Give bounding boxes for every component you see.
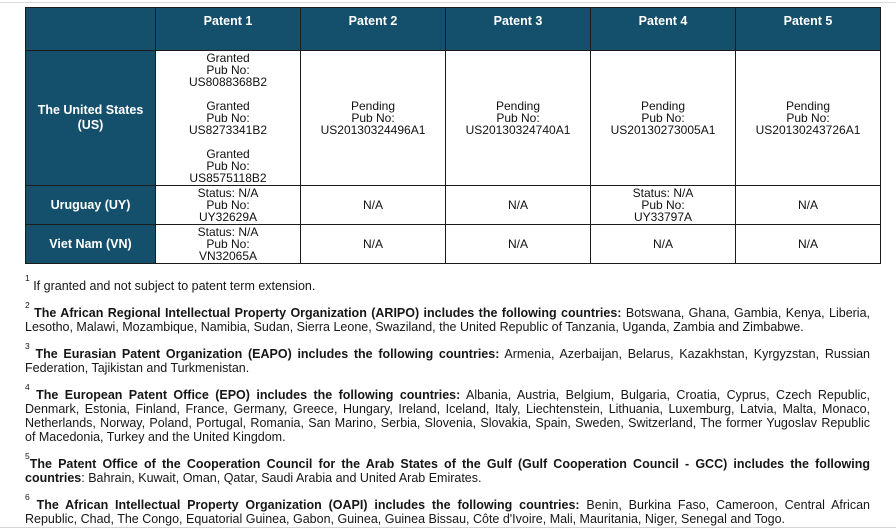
status-line: Status: N/A bbox=[632, 186, 694, 200]
status-line: VN32065A bbox=[198, 249, 258, 263]
status-line: N/A bbox=[652, 237, 673, 251]
footnote-marker: 4 bbox=[25, 381, 30, 392]
status-line: US8575118B2 bbox=[189, 171, 267, 185]
country-label-line: (US) bbox=[77, 118, 104, 132]
country-cell bbox=[26, 51, 156, 186]
footnote-2 bbox=[25, 299, 871, 334]
status-line: Pub No: bbox=[786, 111, 830, 125]
status-block bbox=[593, 238, 733, 250]
column-header-patent-5: Patent 5 bbox=[736, 8, 881, 51]
table-row bbox=[26, 225, 881, 264]
status-block bbox=[738, 100, 878, 136]
footnote-marker: 5 bbox=[25, 450, 30, 461]
status-line: Granted bbox=[206, 99, 250, 113]
status-block bbox=[158, 187, 298, 223]
column-header-patent-2: Patent 2 bbox=[301, 8, 446, 51]
footnote-bold-text: The African Regional Intellectual Property Organization (ARIPO) includes the following countries: bbox=[29, 306, 622, 320]
status-block bbox=[303, 238, 443, 250]
patent-status-cell bbox=[446, 51, 591, 186]
status-line: N/A bbox=[362, 198, 383, 212]
footnote-marker: 3 bbox=[25, 340, 30, 351]
status-line: US20130243726A1 bbox=[755, 123, 861, 137]
patent-status-cell bbox=[301, 186, 446, 225]
status-line: N/A bbox=[507, 198, 528, 212]
status-line: N/A bbox=[507, 237, 528, 251]
footnote-text: : Bahrain, Kuwait, Oman, Qatar, Saudi Arabia and United Arab Emirates. bbox=[81, 471, 482, 485]
country-label-line: Viet Nam (VN) bbox=[49, 236, 132, 251]
status-line: Pub No: bbox=[496, 111, 540, 125]
column-header-patent-3: Patent 3 bbox=[446, 8, 591, 51]
status-block bbox=[303, 199, 443, 211]
status-block bbox=[158, 148, 298, 184]
status-line: US8273341B2 bbox=[188, 123, 268, 137]
footnote-bold-text: The Patent Office of the Cooperation Council for the Arab States of the Gulf (Gulf Cooperation Council - GCC) includes the following countries bbox=[25, 457, 870, 485]
status-line: Status: N/A bbox=[197, 186, 259, 200]
status-line: Pub No: bbox=[206, 159, 250, 173]
footnote-1 bbox=[25, 272, 870, 293]
status-line: Pub No: bbox=[206, 237, 250, 251]
patent-status-cell bbox=[736, 186, 881, 225]
footnote-bold-text: The African Intellectual Property Organization (OAPI) includes the following countries: bbox=[29, 498, 580, 512]
status-line: N/A bbox=[362, 237, 383, 251]
status-block bbox=[158, 226, 298, 262]
footnote-text: Albania, Austria, Belgium, Bulgaria, Croatia, Cyprus, Czech Republic, Denmark, Estonia, Finland, France, Germany, Greece, Hungary, Ireland, Iceland, Italy, Liechtenstein, Lithuania, Luxemburg, Latvia, Malta, Monaco, Netherlands, Norway, Poland, Portugal, Romania, San Marino, Serbia, Slovenia, Slovakia, Spain, Sweden, Switzerland, The former Yugoslav Republic of Macedonia, Turkey and the United Kingdom. bbox=[25, 388, 870, 444]
status-block bbox=[158, 100, 298, 136]
footnote-marker: 2 bbox=[25, 299, 30, 310]
status-block bbox=[738, 238, 878, 250]
footnote-text: Botswana, Ghana, Gambia, Kenya, Liberia, Lesotho, Malawi, Mozambique, Namibia, Sudan, Sierra Leone, Swaziland, the United Republic of Tanzania, Uganda, Zambia and Zimbabwe. bbox=[25, 306, 871, 334]
status-block bbox=[448, 100, 588, 136]
patent-status-cell bbox=[301, 225, 446, 264]
footnote-text: If granted and not subject to patent term extension. bbox=[29, 279, 316, 293]
country-label-line: The United States bbox=[37, 103, 144, 117]
status-line: Pending bbox=[495, 99, 541, 113]
footnotes bbox=[25, 272, 871, 526]
table-row bbox=[26, 186, 881, 225]
footnote-bold-text: The Eurasian Patent Organization (EAPO) includes the following countries: bbox=[29, 347, 500, 361]
footnote-3 bbox=[25, 340, 870, 375]
status-block bbox=[593, 187, 733, 223]
status-line: US20130273005A1 bbox=[610, 123, 716, 137]
status-block bbox=[303, 100, 443, 136]
table-row bbox=[26, 51, 881, 186]
country-label-line: Uruguay (UY) bbox=[50, 197, 131, 212]
patent-status-cell bbox=[156, 186, 301, 225]
status-line: UY33797A bbox=[633, 210, 693, 224]
patent-status-cell bbox=[446, 186, 591, 225]
page-bottom-divider bbox=[0, 527, 896, 528]
status-line: Granted bbox=[206, 51, 250, 65]
status-line: Pub No: bbox=[206, 198, 250, 212]
footnote-marker: 6 bbox=[25, 491, 30, 502]
status-line: N/A bbox=[797, 198, 818, 212]
status-line: UY32629A bbox=[198, 210, 258, 224]
patent-status-cell bbox=[156, 225, 301, 264]
patent-status-cell bbox=[591, 51, 736, 186]
column-header-patent-4: Patent 4 bbox=[591, 8, 736, 51]
status-line: Pub No: bbox=[351, 111, 395, 125]
footnote-text: Armenia, Azerbaijan, Belarus, Kazakhstan, Kyrgyzstan, Russian Federation, Tajikistan and Turkmenistan. bbox=[25, 347, 870, 375]
status-line: US20130324496A1 bbox=[320, 123, 426, 137]
status-line: Pub No: bbox=[641, 198, 685, 212]
footnote-marker: 1 bbox=[25, 272, 30, 283]
patent-status-cell bbox=[301, 51, 446, 186]
status-block bbox=[448, 199, 588, 211]
footnote-6 bbox=[25, 491, 870, 526]
table-body bbox=[26, 51, 881, 264]
footnote-5 bbox=[25, 450, 870, 485]
status-block bbox=[448, 238, 588, 250]
patent-status-cell bbox=[446, 225, 591, 264]
patent-status-cell bbox=[591, 186, 736, 225]
page-top-divider bbox=[0, 2, 896, 3]
patent-status-cell bbox=[591, 225, 736, 264]
footnote-bold-text: The European Patent Office (EPO) includes the following countries: bbox=[29, 388, 461, 402]
status-line: Pub No: bbox=[206, 111, 250, 125]
footnote-4 bbox=[25, 381, 870, 444]
status-line: Pub No: bbox=[206, 63, 250, 77]
status-line: Pending bbox=[350, 99, 396, 113]
status-line: Granted bbox=[206, 147, 250, 161]
status-line: Pub No: bbox=[641, 111, 685, 125]
country-cell bbox=[26, 225, 156, 264]
header-row bbox=[26, 8, 881, 51]
status-line: N/A bbox=[797, 237, 818, 251]
status-line: US20130324740A1 bbox=[465, 123, 571, 137]
column-header-patent-1: Patent 1 bbox=[156, 8, 301, 51]
patent-status-table bbox=[25, 7, 881, 264]
status-block bbox=[593, 100, 733, 136]
patent-status-cell bbox=[736, 51, 881, 186]
status-line: Pending bbox=[640, 99, 686, 113]
patent-status-cell bbox=[156, 51, 301, 186]
status-line: Pending bbox=[785, 99, 831, 113]
status-line: US8088368B2 bbox=[188, 75, 268, 89]
country-cell bbox=[26, 186, 156, 225]
status-block bbox=[738, 199, 878, 211]
status-line: Status: N/A bbox=[197, 225, 259, 239]
patent-status-cell bbox=[736, 225, 881, 264]
footnote-text: Benin, Burkina Faso, Cameroon, Central African Republic, Chad, The Congo, Equatorial Guinea, Gabon, Guinea, Guinea Bissau, Côte d'Ivoire, Mali, Mauritania, Niger, Senegal and Togo. bbox=[25, 498, 870, 526]
corner-cell bbox=[26, 8, 156, 51]
status-block bbox=[158, 52, 298, 88]
